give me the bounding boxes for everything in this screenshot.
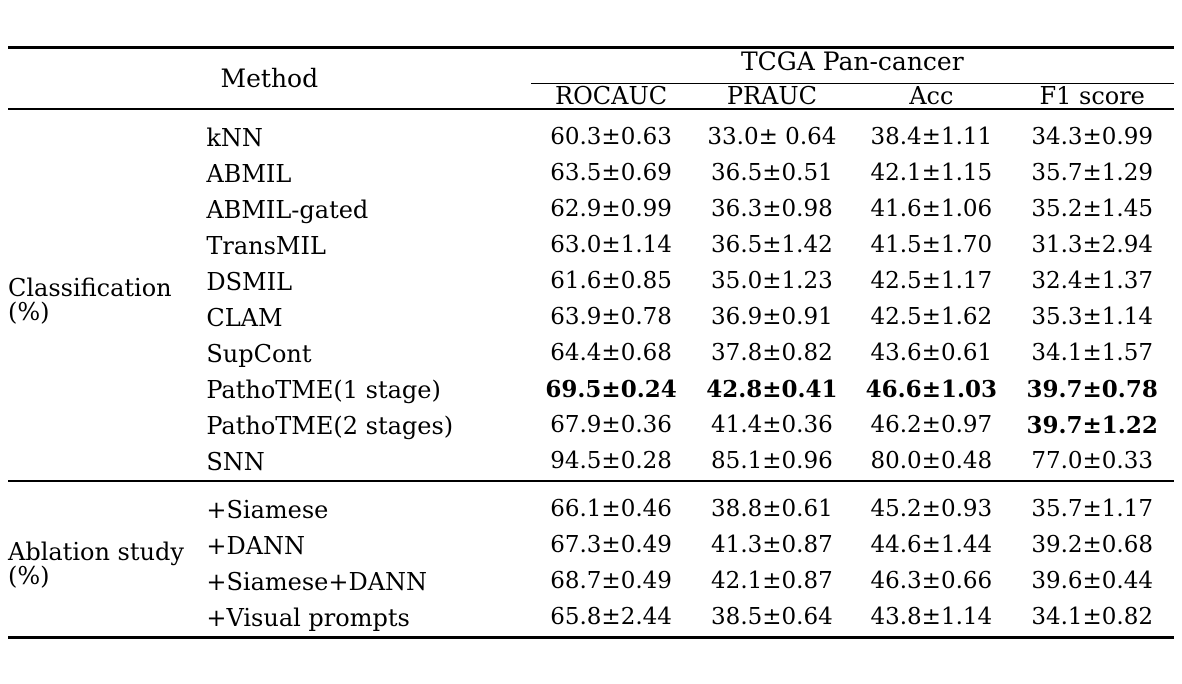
cell-f1: 31.3±2.94: [1031, 232, 1154, 258]
cell-prauc: 85.1±0.96: [711, 448, 833, 474]
cell-rocauc: 66.1±0.46: [550, 496, 672, 522]
cell-acc: 42.5±1.62: [870, 304, 993, 330]
cell-f1: 39.7±0.78: [1026, 376, 1158, 403]
row-name: +DANN: [206, 531, 306, 560]
cell-f1: 35.7±1.17: [1031, 496, 1154, 522]
table-row: [8, 120, 1174, 156]
cell-acc: 44.6±1.44: [870, 532, 993, 558]
cell-rocauc: 64.4±0.68: [550, 340, 672, 366]
cell-rocauc: 68.7±0.49: [550, 568, 672, 594]
cell-rocauc: 61.6±0.85: [550, 268, 672, 294]
cell-f1: 39.6±0.44: [1031, 568, 1154, 594]
cell-f1: 77.0±0.33: [1031, 448, 1154, 474]
row-name: SupCont: [206, 339, 312, 368]
cell-acc: 46.6±1.03: [865, 376, 997, 403]
cell-acc: 80.0±0.48: [870, 448, 993, 474]
cell-rocauc: 60.3±0.63: [550, 124, 672, 150]
cell-rocauc: 63.9±0.78: [550, 304, 672, 330]
cell-rocauc: 62.9±0.99: [550, 196, 672, 222]
cell-acc: 43.6±0.61: [870, 340, 993, 366]
header-col-prauc: PRAUC: [726, 81, 817, 110]
cell-prauc: 38.5±0.64: [711, 604, 833, 630]
cell-prauc: 36.5±0.51: [711, 160, 833, 186]
row-name: PathoTME(1 stage): [206, 375, 441, 404]
cell-prauc: 36.9±0.91: [711, 304, 833, 330]
header-method: Method: [220, 63, 319, 93]
cell-f1: 35.3±1.14: [1031, 304, 1154, 330]
cell-acc: 46.3±0.66: [870, 568, 993, 594]
cell-acc: 45.2±0.93: [870, 496, 993, 522]
header-col-f1: F1 score: [1039, 81, 1145, 110]
section-label-classification: [8, 120, 206, 481]
row-name: +Visual prompts: [206, 603, 410, 632]
cell-f1: 35.2±1.45: [1031, 196, 1154, 222]
cell-f1: 32.4±1.37: [1031, 268, 1154, 294]
row-name: kNN: [206, 123, 263, 152]
row-name: +Siamese: [206, 495, 329, 524]
spacer-row: [8, 110, 1174, 120]
cell-prauc: 35.0±1.23: [711, 268, 833, 294]
cell-prauc: 38.8±0.61: [711, 496, 833, 522]
row-name: SNN: [206, 447, 265, 476]
section-label-ablation: [8, 492, 206, 638]
cell-acc: 41.5±1.70: [870, 232, 993, 258]
cell-f1: 34.1±1.57: [1031, 340, 1154, 366]
cell-prauc: 36.5±1.42: [711, 232, 833, 258]
cell-acc: 38.4±1.11: [870, 124, 993, 150]
cell-rocauc: 67.3±0.49: [550, 532, 672, 558]
row-name: ABMIL: [206, 159, 292, 188]
cell-acc: 42.1±1.15: [870, 160, 993, 186]
cell-f1: 39.2±0.68: [1031, 532, 1154, 558]
table-bottomrule: [8, 637, 1174, 639]
cell-rocauc: 65.8±2.44: [550, 604, 672, 630]
row-name: CLAM: [206, 303, 283, 332]
header-col-rocauc: ROCAUC: [555, 81, 668, 110]
cell-prauc: 42.1±0.87: [711, 568, 833, 594]
cell-rocauc: 94.5±0.28: [550, 448, 672, 474]
cell-prauc: 37.8±0.82: [711, 340, 833, 366]
section-label-line1: Classification: [8, 273, 172, 302]
cell-prauc: 42.8±0.41: [706, 376, 838, 403]
cell-acc: 42.5±1.17: [870, 268, 993, 294]
table-row: [8, 492, 1174, 528]
cell-acc: 41.6±1.06: [870, 196, 993, 222]
header-group-tcga: [531, 46, 1174, 84]
row-name: ABMIL-gated: [206, 195, 369, 224]
cell-f1: 35.7±1.29: [1031, 160, 1154, 186]
cell-f1: 34.1±0.82: [1031, 604, 1154, 630]
results-table: [8, 46, 1174, 639]
cell-rocauc: 63.5±0.69: [550, 160, 672, 186]
cell-rocauc: 67.9±0.36: [550, 412, 672, 438]
row-name: PathoTME(2 stages): [206, 411, 454, 440]
header-group-tcga-label: TCGA Pan-cancer: [531, 49, 1174, 84]
cell-rocauc: 63.0±1.14: [550, 232, 672, 258]
section-label-line2: (%): [8, 297, 50, 326]
cell-acc: 46.2±0.97: [870, 412, 993, 438]
row-name: +Siamese+DANN: [206, 567, 428, 596]
section-label-line1: Ablation study: [8, 537, 184, 566]
section-label-line2: (%): [8, 561, 50, 590]
cell-f1: 34.3±0.99: [1031, 124, 1154, 150]
row-name: DSMIL: [206, 267, 293, 296]
cell-acc: 43.8±1.14: [870, 604, 993, 630]
cell-rocauc: 69.5±0.24: [545, 376, 677, 403]
cell-f1: 39.7±1.22: [1026, 412, 1158, 439]
header-col-acc: Acc: [909, 81, 954, 110]
cell-prauc: 41.4±0.36: [711, 412, 833, 438]
row-name: TransMIL: [206, 231, 326, 260]
header-row-group: [8, 49, 1174, 84]
cell-prauc: 36.3±0.98: [711, 196, 833, 222]
cell-prauc: 41.3±0.87: [711, 532, 833, 558]
spacer-row: [8, 482, 1174, 492]
cell-prauc: 33.0± 0.64: [707, 124, 837, 150]
